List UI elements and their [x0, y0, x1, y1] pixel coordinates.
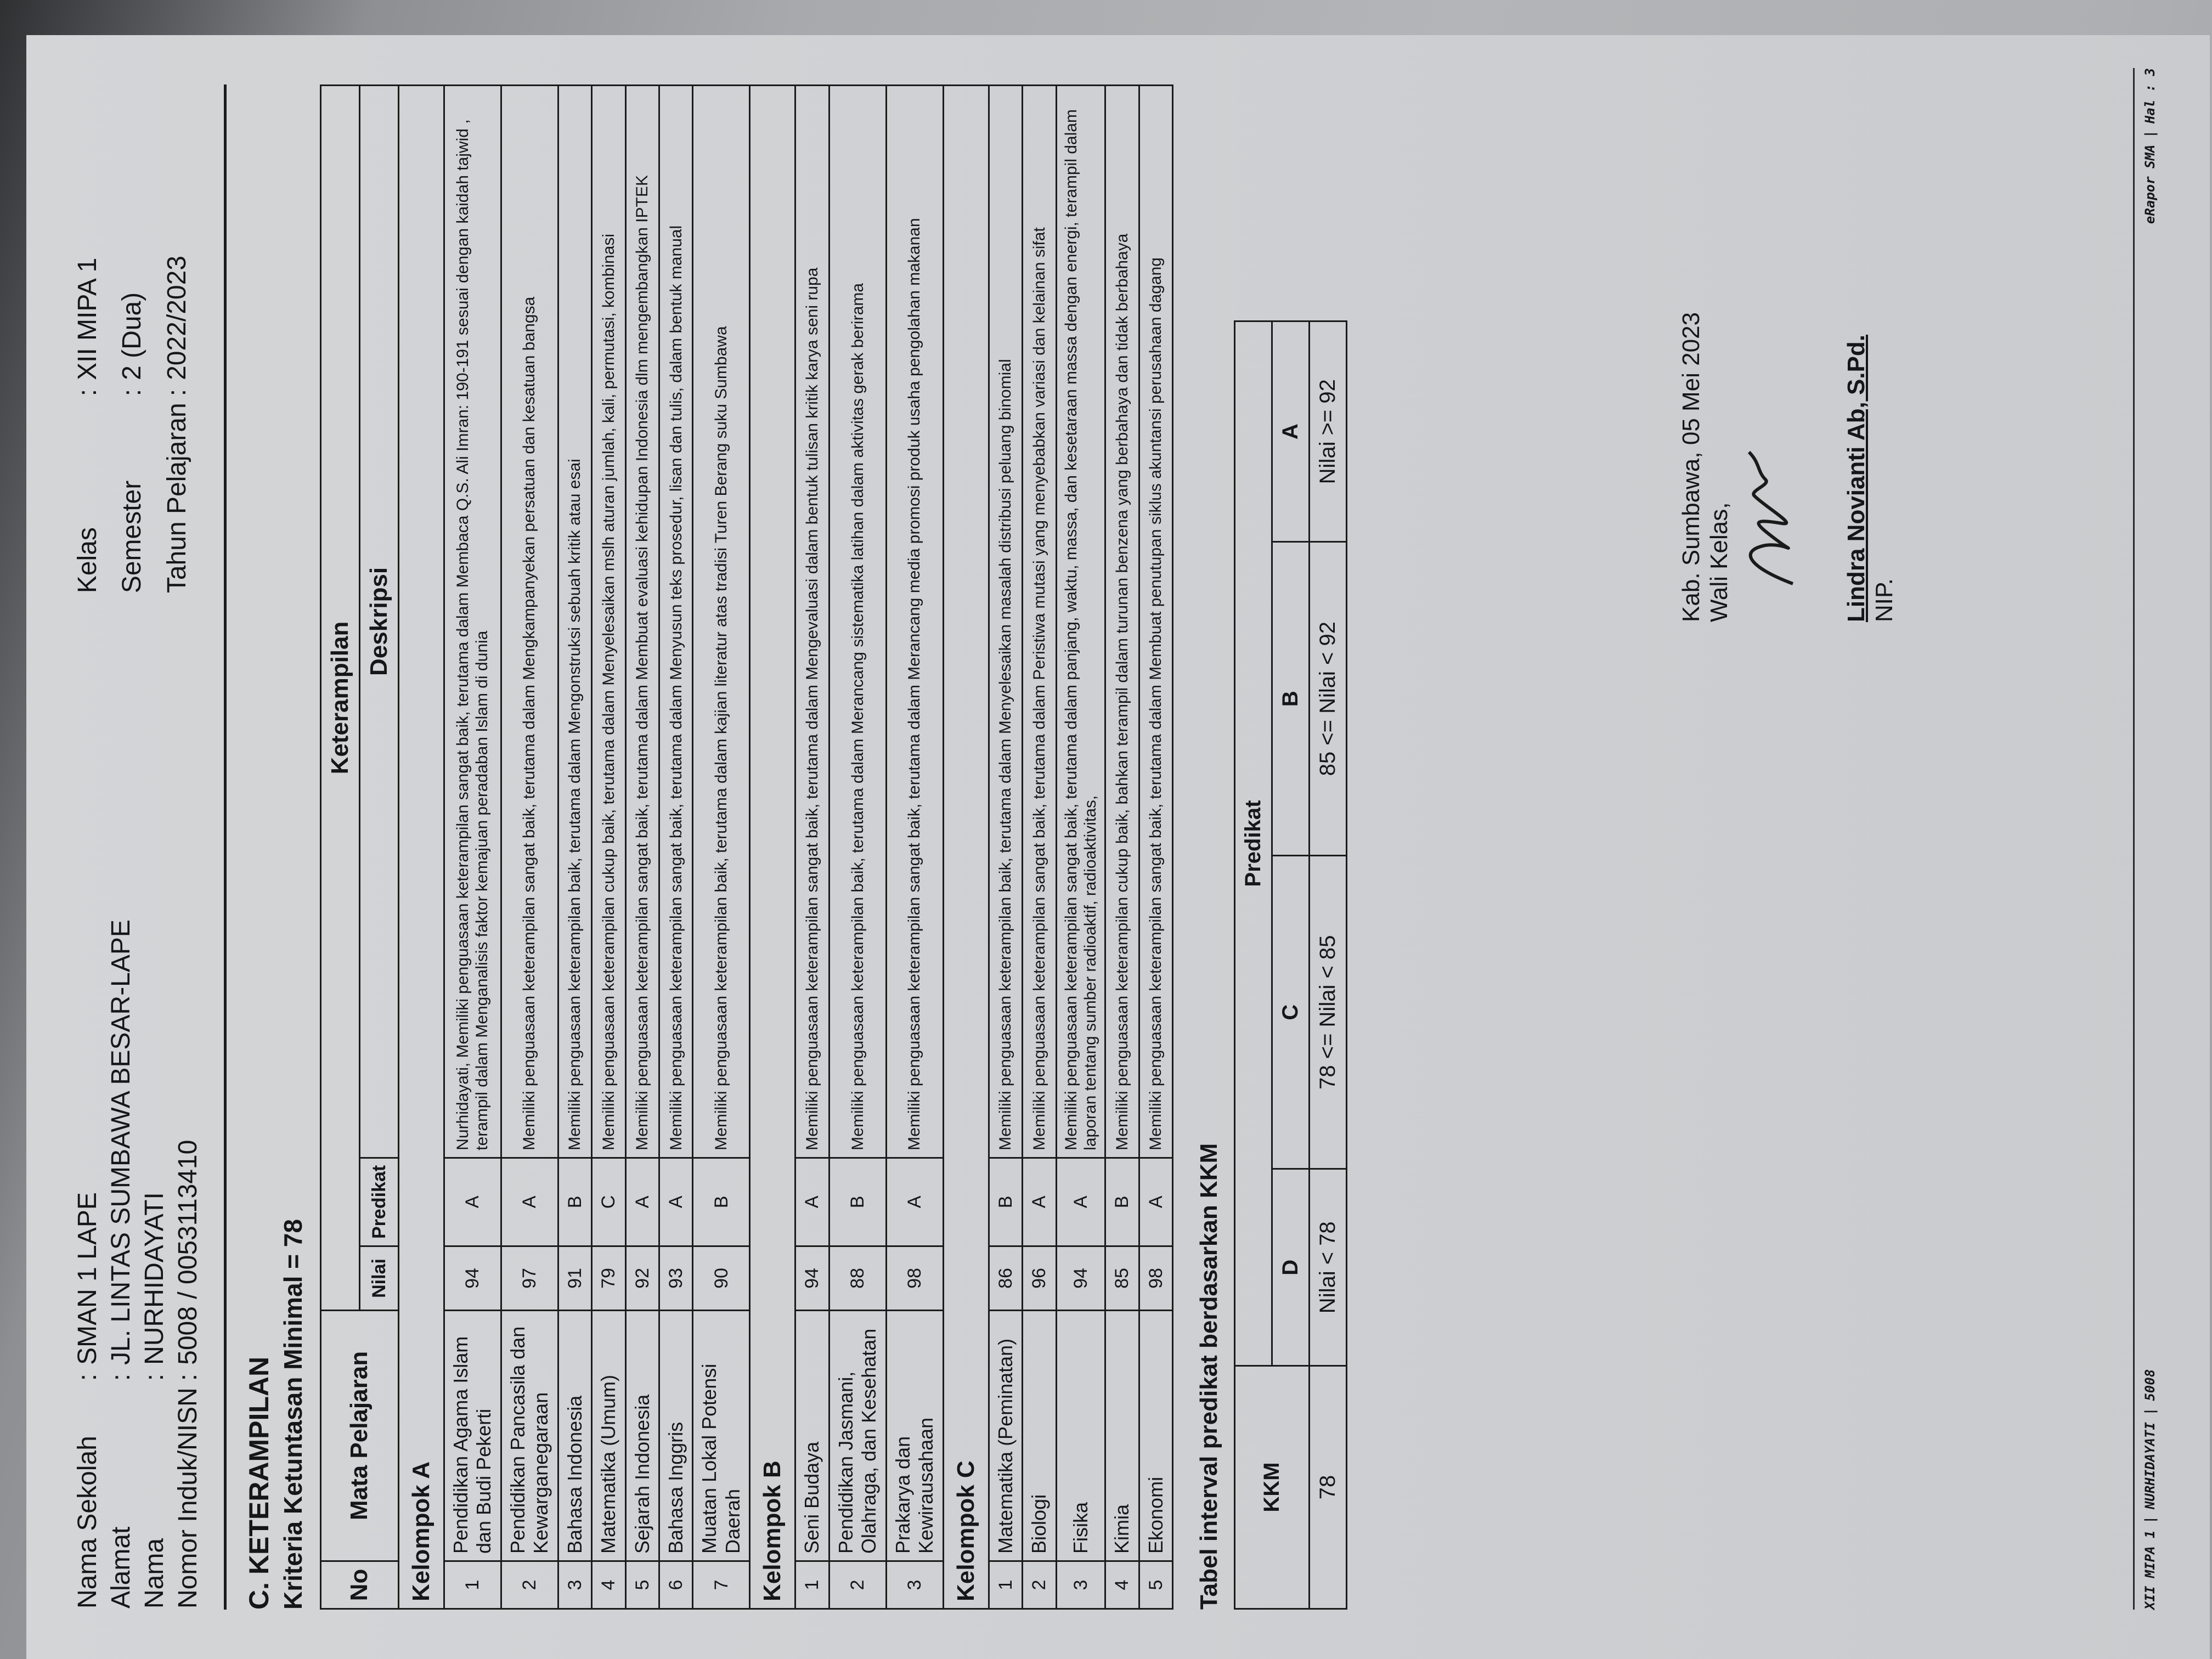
footer-page-number: 3 [2142, 68, 2158, 76]
grade-value: A [444, 1158, 501, 1246]
description-text: Memiliki penguasaan keterampilan sangat baik, terutama dalam Membuat evaluasi kehidupan Indonesia dlm mengembangkan IPTEK [625, 86, 659, 1158]
score-value: 94 [795, 1246, 829, 1311]
header-value: 2022/2023 [162, 256, 191, 380]
description-text: Memiliki penguasaan keterampilan sangat baik, terutama dalam Peristiwa mutasi yang menyebabkan variasi dan kelainan sifat [1023, 86, 1056, 1158]
subject-name: Biologi [1023, 1311, 1056, 1561]
col-subject-header: Mata Pelajaran [321, 1311, 399, 1561]
header-label: Tahun Pelajaran [162, 403, 191, 594]
score-value: 93 [659, 1246, 693, 1311]
page-footer [2133, 68, 2158, 1610]
grade-value: A [659, 1158, 693, 1246]
description-text: Memiliki penguasaan keterampilan baik, terutama dalam Mengonstruksi sebuah kritik atau esai [558, 86, 591, 1158]
signer-nip: NIP. [1870, 578, 1898, 622]
kkm-line: Kriteria Ketuntasan Minimal = 78 [279, 1219, 307, 1610]
header-colon: : [173, 1373, 202, 1381]
row-number: 5 [1139, 1561, 1172, 1609]
group-title: Kelompok A [398, 86, 444, 1609]
table-header-row [321, 86, 360, 1609]
header-label: Kelas [73, 527, 102, 594]
grade-value: B [1105, 1158, 1139, 1246]
header-row-address [105, 914, 137, 1609]
header-left [70, 913, 205, 1610]
group-title: Kelompok C [943, 86, 989, 1609]
group-row [398, 86, 444, 1609]
range-a: Nilai >= 92 [1310, 321, 1347, 542]
row-number: 1 [444, 1561, 501, 1609]
grade-d-header: D [1272, 1169, 1310, 1366]
header-colon: : [73, 1373, 102, 1381]
grade-value: C [592, 1158, 625, 1246]
interval-predikat-header: Predikat [1235, 321, 1272, 1366]
subject-name: Muatan Lokal Potensi Daerah [693, 1311, 750, 1561]
footer-right [2142, 68, 2158, 224]
score-value: 91 [558, 1246, 591, 1311]
header-colon: : [140, 1373, 169, 1381]
subject-name: Sejarah Indonesia [625, 1311, 659, 1561]
interval-value-row [1310, 321, 1347, 1609]
subject-name: Ekonomi [1139, 1311, 1172, 1561]
description-text: Memiliki penguasaan keterampilan baik, terutama dalam kajian literatur atas tradisi Turen Berang suku Sumbawa [693, 86, 750, 1158]
subject-name: Pendidikan Agama Islam dan Budi Pekerti [444, 1311, 501, 1561]
subject-name: Bahasa Indonesia [558, 1311, 591, 1561]
row-number: 4 [1105, 1561, 1139, 1609]
group-row [750, 86, 795, 1609]
table-row [1023, 86, 1056, 1609]
col-predikat-header: Predikat [359, 1158, 398, 1246]
header-value: 2 (Dua) [117, 292, 147, 380]
header-label: Nama [140, 1538, 169, 1609]
footer-page-label: Hal [2142, 99, 2158, 124]
header-label: Semester [117, 480, 147, 594]
footer-student: NURHIDAYATI [2142, 1422, 2158, 1510]
header-value: SMAN 1 LAPE [73, 1192, 102, 1365]
row-number: 1 [795, 1561, 829, 1609]
row-number: 7 [693, 1561, 750, 1609]
grade-c-header: C [1272, 855, 1310, 1169]
interval-table [1234, 320, 1347, 1610]
range-b: 85 <= Nilai < 92 [1310, 542, 1347, 856]
score-value: 88 [829, 1246, 886, 1311]
description-text: Memiliki penguasaan keterampilan sangat baik, terutama dalam Membuat penutupan siklus akuntansi perusahaan dagang [1139, 86, 1172, 1158]
header-colon: : [106, 1373, 136, 1381]
description-text: Memiliki penguasaan keterampilan sangat baik, terutama dalam Menyusun teks prosedur, lisan dan tulis, dalam bentuk manual [659, 86, 693, 1158]
table-row [501, 86, 558, 1609]
description-text: Memiliki penguasaan keterampilan cukup baik, terutama dalam Menyelesaikan mslh aturan jumlah, kali, permutasi, kombinasi [592, 86, 625, 1158]
description-text: Memiliki penguasaan keterampilan cukup baik, bahkan terampil dalam turunan benzena yang berbahaya dan tidak berbahaya [1105, 86, 1139, 1158]
footer-page-sep: : [2142, 83, 2158, 92]
subject-name: Pendidikan Jasmani, Olahraga, dan Kesehatan [829, 1311, 886, 1561]
header-row-nisn [172, 914, 204, 1609]
subject-name: Matematika (Umum) [592, 1311, 625, 1561]
subject-name: Kimia [1105, 1311, 1139, 1561]
grade-a-header: A [1272, 321, 1310, 542]
grade-value: B [693, 1158, 750, 1246]
grade-value: A [501, 1158, 558, 1246]
score-value: 98 [1139, 1246, 1172, 1311]
row-number: 3 [886, 1561, 943, 1609]
footer-class: XII MIPA 1 [2142, 1530, 2158, 1610]
footer-left [2142, 1369, 2158, 1610]
table-row [1139, 86, 1172, 1609]
subject-name: Bahasa Inggris [659, 1311, 693, 1561]
skills-table-body [398, 86, 1172, 1609]
score-value: 92 [625, 1246, 659, 1311]
score-value: 94 [444, 1246, 501, 1311]
header-value: JL. LINTAS SUMBAWA BESAR-LAPE [106, 919, 136, 1365]
row-number: 3 [558, 1561, 591, 1609]
table-row [558, 86, 591, 1609]
footer-separator: | [2142, 130, 2158, 138]
description-text: Memiliki penguasaan keterampilan baik, terutama dalam Merancang sistematika latihan dalam aktivitas gerak berirama [829, 86, 886, 1158]
footer-app: eRapor SMA [2142, 144, 2158, 224]
page-content [70, 84, 1347, 1610]
interval-kkm-value: 78 [1310, 1366, 1347, 1609]
header-value: XII MIPA 1 [73, 257, 102, 380]
grade-value: A [1023, 1158, 1056, 1246]
grade-b-header: B [1272, 542, 1310, 856]
row-number: 2 [501, 1561, 558, 1609]
handwritten-signature [1727, 447, 1809, 589]
col-no-header: No [321, 1561, 399, 1609]
row-number: 2 [1023, 1561, 1056, 1609]
range-c: 78 <= Nilai < 85 [1310, 855, 1347, 1169]
description-text: Memiliki penguasaan keterampilan baik, terutama dalam Menyelesaikan masalah distribusi peluang binomial [989, 86, 1022, 1158]
interval-header-row [1235, 321, 1272, 1609]
section-title: C. KETERAMPILAN [244, 1356, 274, 1610]
footer-id: 5008 [2142, 1369, 2158, 1401]
table-row [444, 86, 501, 1609]
score-value: 90 [693, 1246, 750, 1311]
header-row-year [161, 250, 204, 593]
student-header [70, 84, 205, 1610]
subject-name: Matematika (Peminatan) [989, 1311, 1022, 1561]
grade-value: B [558, 1158, 591, 1246]
row-number: 6 [659, 1561, 693, 1609]
interval-table-title: Tabel interval predikat berdasarkan KKM [1195, 1143, 1223, 1610]
skills-table [320, 84, 1173, 1610]
header-row-school [71, 914, 104, 1609]
score-value: 97 [501, 1246, 558, 1311]
description-text: Memiliki penguasaan keterampilan sangat baik, terutama dalam panjang, waktu, massa, dan kesetaraan massa dengan energi, terampil dalam laporan tentang sumber radioaktif, radioaktivitas, [1056, 86, 1105, 1158]
row-number: 5 [625, 1561, 659, 1609]
col-nilai-header: Nilai [359, 1246, 398, 1311]
col-skills-header: Keterampilan [321, 86, 360, 1311]
header-right [70, 249, 205, 594]
interval-kkm-header: KKM [1235, 1366, 1310, 1609]
table-row [693, 86, 750, 1609]
table-row [1056, 86, 1105, 1609]
header-row-name [138, 914, 171, 1609]
footer-separator: | [2142, 1516, 2158, 1524]
row-number: 3 [1056, 1561, 1105, 1609]
score-value: 96 [1023, 1246, 1056, 1311]
range-d: Nilai < 78 [1310, 1169, 1347, 1366]
subject-name: Prakarya dan Kewirausahaan [886, 1311, 943, 1561]
score-value: 79 [592, 1246, 625, 1311]
header-value: NURHIDAYATI [140, 1192, 169, 1365]
grade-value: B [829, 1158, 886, 1246]
table-row [1105, 86, 1139, 1609]
header-colon: : [162, 388, 191, 397]
table-row [989, 86, 1022, 1609]
table-row [659, 86, 693, 1609]
signer-name: Lindra Novianti Ab, S.Pd. [1843, 335, 1870, 622]
signer-role: Wali Kelas, [1705, 502, 1733, 622]
score-value: 85 [1105, 1246, 1139, 1311]
col-deskripsi-header: Deskripsi [359, 86, 398, 1158]
header-label: Alamat [106, 1526, 136, 1609]
header-colon: : [117, 388, 147, 397]
header-row-semester [116, 250, 159, 593]
score-value: 86 [989, 1246, 1022, 1311]
group-row [943, 86, 989, 1609]
table-row [829, 86, 886, 1609]
report-page [26, 35, 2210, 1659]
grade-value: A [1139, 1158, 1172, 1246]
row-number: 4 [592, 1561, 625, 1609]
header-label: Nomor Induk/NISN [173, 1387, 202, 1609]
grade-value: A [886, 1158, 943, 1246]
table-row [795, 86, 829, 1609]
grade-value: B [989, 1158, 1022, 1246]
grade-value: A [795, 1158, 829, 1246]
group-title: Kelompok B [750, 86, 795, 1609]
subject-name: Pendidikan Pancasila dan Kewarganegaraan [501, 1311, 558, 1561]
row-number: 2 [829, 1561, 886, 1609]
table-row [886, 86, 943, 1609]
grade-value: A [625, 1158, 659, 1246]
signature-block [1678, 312, 1898, 622]
score-value: 94 [1056, 1246, 1105, 1311]
header-value: 5008 / 0053113410 [173, 1139, 202, 1365]
subject-name: Fisika [1056, 1311, 1105, 1561]
footer-separator: | [2142, 1407, 2158, 1416]
grade-value: A [1056, 1158, 1105, 1246]
description-text: Nurhidayati, Memiliki penguasaan keterampilan sangat baik, terutama dalam Membaca Q.S. Ali Imran: 190-191 sesuai dengan kaidah tajwid , terampil dalam Menganalisis faktor kemajuan peradaban Islam di dunia [444, 86, 501, 1158]
description-text: Memiliki penguasaan keterampilan sangat baik, terutama dalam Mengkampanyekan persatuan dan kesatuan bangsa [501, 86, 558, 1158]
table-row [592, 86, 625, 1609]
header-divider [224, 84, 227, 1610]
score-value: 98 [886, 1246, 943, 1311]
description-text: Memiliki penguasaan keterampilan sangat baik, terutama dalam Merancang media promosi produk usaha pengolahan makanan [886, 86, 943, 1158]
header-row-class [71, 250, 115, 593]
description-text: Memiliki penguasaan keterampilan sangat baik, terutama dalam Mengevaluasi dalam bentuk tulisan kritik karya seni rupa [795, 86, 829, 1158]
row-number: 1 [989, 1561, 1022, 1609]
header-colon: : [73, 388, 102, 397]
subject-name: Seni Budaya [795, 1311, 829, 1561]
header-label: Nama Sekolah [73, 1436, 102, 1609]
place-date: Kab. Sumbawa, 05 Mei 2023 [1678, 312, 1705, 622]
table-row [625, 86, 659, 1609]
